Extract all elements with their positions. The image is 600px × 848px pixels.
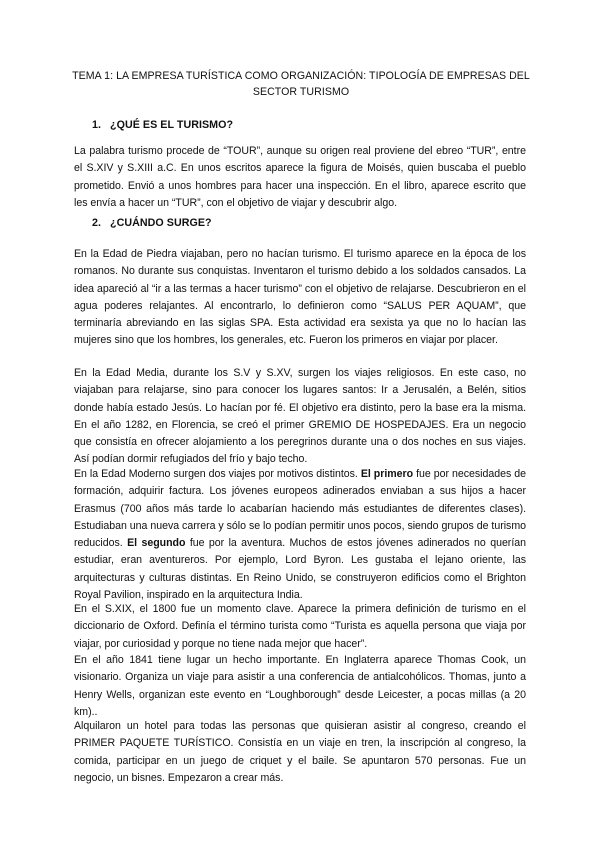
document-title: TEMA 1: LA EMPRESA TURÍSTICA COMO ORGANIZACIÓN: TIPOLOGÍA DE EMPRESAS DEL SECTOR TURISMO	[72, 70, 530, 98]
text-span: fue por la aventura. Muchos de estos jóvenes adinerados no querían estudiar, eran aventureros. Por ejemplo, Lord Byron. Les gustaba el lejano oriente, las arquitecturas y culturas distintas. En Reino Unido, se construyeron edificios como el Brighton Royal Pavilion, inspirado en la arquitectura India.	[74, 537, 526, 602]
paragraph-middle-ages: En la Edad Media, durante los S.V y S.XV, surgen los viajes religiosos. En este caso, no viajaban para relajarse, sino para conocer los lugares santos: Ir a Jerusalén, a Belén, sitios donde había estado Jesús. Lo hacían por fé. El objetivo era distinto, pero la base era la misma. En el año 1282, en Florencia, se creó el primer GREMIO DE HOSPEDAJES. Era un negocio que consistía en ofrecer alojamiento a los peregrinos durante una o dos noches en sus viajes. Así podían dormir refugiados del frío y bajo techo.	[74, 367, 526, 466]
section-heading-text: ¿QUÉ ES EL TURISMO?	[110, 119, 234, 131]
paragraph-thomas-cook: En el año 1841 tiene lugar un hecho importante. En Inglaterra aparece Thomas Cook, un visionario. Organiza un viaje para asistir a una conferencia de antialcohólicos. Thomas, junto a Henry Wells, organizan este evento en “Loughborough” desde Leicester, a pocas millas (a 20 km)..	[74, 654, 526, 718]
section-heading-1	[92, 118, 233, 132]
emphasis-first: El primero	[360, 468, 414, 480]
text-span: fue por necesidades de formación, adquirir factura. Los jóvenes europeos adinerados enviaban a sus hijos a hacer Erasmus (700 años más tarde lo acabarían haciendo más estudiantes de diferentes clases). Estudiaban una nueva carrera y sólo se lo podían permitir unos pocos, siendo grupos de turismo reducidos.	[74, 468, 526, 550]
paragraph-first-package: Alquilaron un hotel para todas las personas que quisieran asistir al congreso, creando el PRIMER PAQUETE TURÍSTICO. Consistía en un viaje en tren, la inscripción al congreso, la comida, participar en un juego de criquet y el baile. Se apuntaron 570 personas. Fue un negocio, un bisnes. Empezaron a crear más.	[74, 720, 526, 784]
text-span: En la Edad Moderno surgen dos viajes por motivos distintos.	[74, 468, 358, 480]
section-heading-2	[92, 216, 212, 230]
emphasis-second: El segundo	[127, 537, 186, 550]
section-number: 2.	[92, 217, 102, 229]
section-number: 1.	[92, 119, 102, 131]
section-heading-text: ¿CUÁNDO SURGE?	[110, 217, 212, 229]
paragraph-what-is-tourism: La palabra turismo procede de “TOUR”, aunque su origen real proviene del ebreo “TUR”, entre el S.XIV y S.XIII a.C. En unos escritos aparece la figura de Moisés, quien buscaba el pueblo prometido. Envió a unos hombres para hacer una inspección. En el libro, aparece escrito que les envía a hacer un “TUR”, con el objetivo de viajar y descubrir algo.	[74, 145, 526, 209]
paragraph-romans: En la Edad de Piedra viajaban, pero no hacían turismo. El turismo aparece en la época de los romanos. No durante sus conquistas. Inventaron el turismo debido a los soldados cansados. La idea apareció al “ir a las termas a hacer turismo” con el objetivo de relajarse. Descubrieron en el agua poderes relajantes. Al encontrarlo, lo definieron como “SALUS PER AQUAM”, que terminaría abreviando en las siglas SPA. Esta actividad era sexista ya que no lo hacían las mujeres sino que los hombres, los generales, etc. Fueron los primeros en viajar por placer.	[74, 248, 526, 347]
paragraph-19th-century: En el S.XIX, el 1800 fue un momento clave. Aparece la primera definición de turismo en el diccionario de Oxford. Definía el término turista como “Turista es aquella persona que viaja por viajar, por curiosidad y porque no tiene nada mejor que hacer”.	[74, 603, 526, 650]
paragraph-modern-age	[74, 466, 526, 604]
